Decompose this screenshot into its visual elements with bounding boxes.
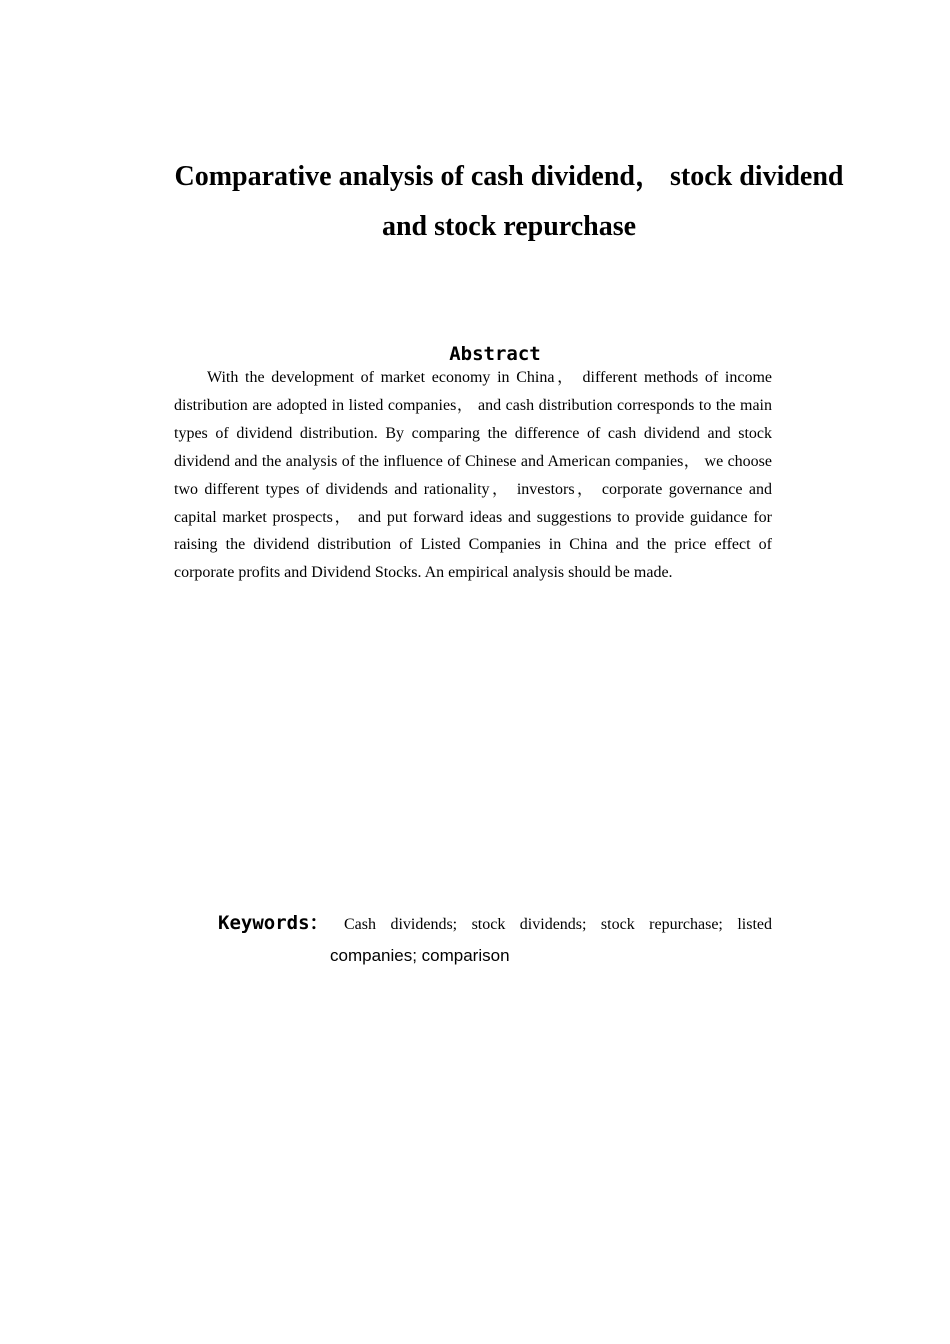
document-title (158, 152, 860, 252)
abstract-heading: Abstract (449, 343, 541, 365)
title-line-2: and stock repurchase (381, 211, 637, 242)
title-line-1: Comparative analysis of cash dividend， stock dividend (174, 161, 844, 192)
keywords-label: Keywords： (218, 912, 329, 934)
abstract-body: With the development of market economy in China， different methods of income distribution are adopted in listed companies， and cash distribution corresponds to the main types of dividend distribution. By comparing the difference of cash dividend and stock dividend and the analysis of the influence of Chinese and American companies， we choose two different types of dividends and rationality， investors， corporate governance and capital market prospects， and put forward ideas and suggestions to provide guidance for raising the dividend distribution of Listed Companies in China and the price effect of corporate profits and Dividend Stocks. An empirical analysis should be made. (174, 369, 773, 582)
keywords-text-line-1: Cash dividends; stock dividends; stock repurchase; listed (344, 916, 772, 933)
keywords-text-line-2: companies; comparison (330, 946, 510, 965)
